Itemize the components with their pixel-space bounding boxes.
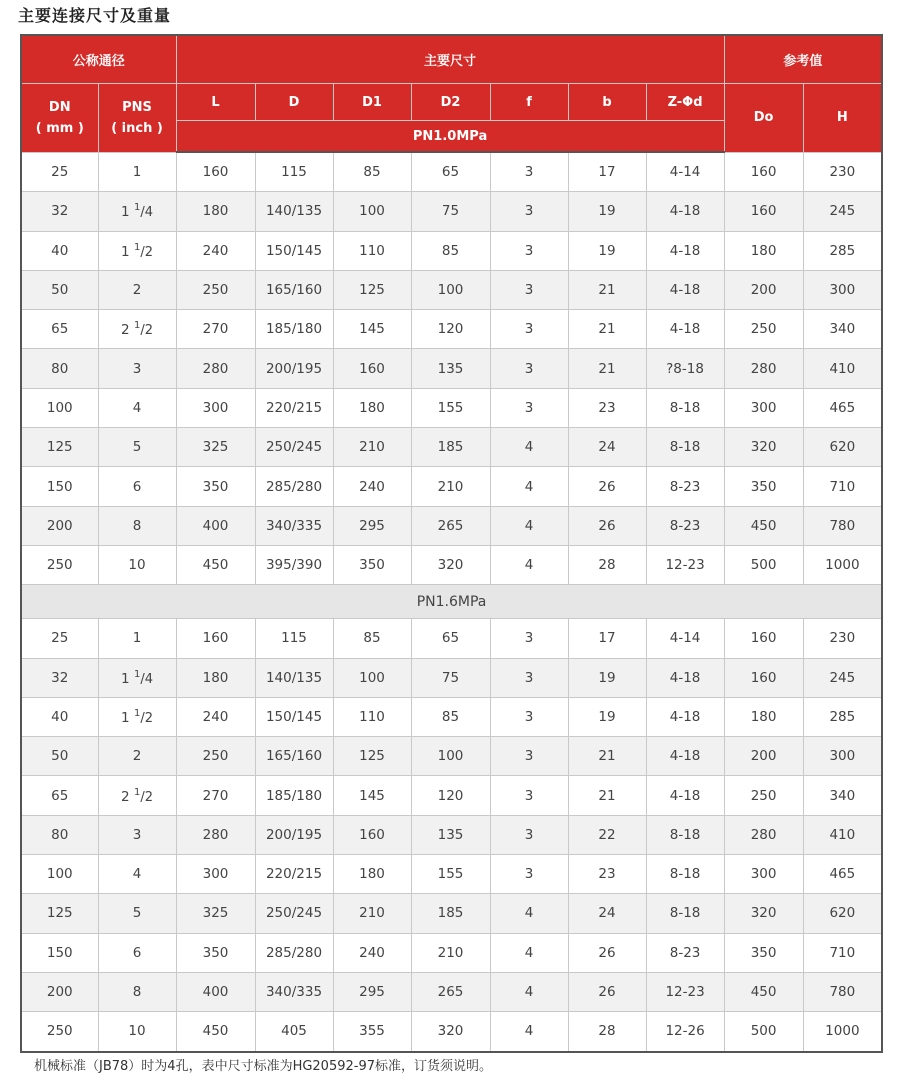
table-cell: 710 [803,467,882,506]
table-cell [98,776,176,815]
table-cell: 2 [98,737,176,776]
table-cell: 85 [333,152,411,192]
table-cell: 3 [98,349,176,388]
header-col-do: Do [724,84,803,153]
table-cell: 150 [21,467,98,506]
table-cell: 4 [490,1012,568,1052]
table-cell: 165/160 [255,270,333,309]
table-cell: 155 [411,855,490,894]
table-row [21,972,882,1011]
table-cell: 210 [333,894,411,933]
table-cell: 21 [568,310,646,349]
table-cell: 4 [490,894,568,933]
table-cell: 3 [490,192,568,231]
table-cell: 450 [724,506,803,545]
table-cell: 405 [255,1012,333,1052]
table-cell: 160 [724,152,803,192]
table-cell: 250 [724,310,803,349]
table-cell: 185/180 [255,310,333,349]
table-cell: 245 [803,658,882,697]
table-cell: 400 [176,506,255,545]
table-cell: 400 [176,972,255,1011]
table-cell: ?8-18 [646,349,724,388]
table-cell: 160 [333,349,411,388]
table-cell: 280 [176,815,255,854]
table-cell: 8-18 [646,428,724,467]
header-dn-label: DN [48,99,71,115]
table-cell: 100 [333,658,411,697]
table-cell: 26 [568,972,646,1011]
table-cell: 125 [21,894,98,933]
table-cell: 8-23 [646,467,724,506]
table-cell: 180 [333,388,411,427]
table-cell: 185 [411,894,490,933]
table-cell: 120 [411,310,490,349]
table-cell: 12-23 [646,545,724,584]
table-cell: 4 [490,545,568,584]
table-row [21,231,882,270]
table-cell: 210 [333,428,411,467]
table-cell: 350 [176,467,255,506]
table-cell: 350 [176,933,255,972]
table-cell: 1 [98,619,176,658]
table-cell: 80 [21,349,98,388]
table-cell: 4 [490,506,568,545]
table-cell: 160 [724,192,803,231]
header-pns [98,84,176,153]
table-cell: 115 [255,152,333,192]
table-cell: 320 [411,1012,490,1052]
table-cell: 10 [98,545,176,584]
table-cell: 3 [490,855,568,894]
table-cell: 300 [724,855,803,894]
table-cell: 285 [803,697,882,736]
table-cell: 300 [803,270,882,309]
table-cell: 165/160 [255,737,333,776]
table-cell: 25 [21,152,98,192]
table-cell [98,658,176,697]
table-cell: 295 [333,506,411,545]
table-row [21,192,882,231]
table-cell: 250 [21,1012,98,1052]
table-cell: 285/280 [255,933,333,972]
table-cell: 3 [490,349,568,388]
table-cell: 340 [803,310,882,349]
table-cell: 21 [568,737,646,776]
table-cell: 100 [21,855,98,894]
table-cell: 410 [803,349,882,388]
table-cell: 2 [98,270,176,309]
table-cell: 8-18 [646,815,724,854]
table-cell: 240 [333,467,411,506]
table-cell: 19 [568,192,646,231]
table-row [21,310,882,349]
header-group-main: 主要尺寸 [176,35,724,84]
table-cell: 350 [724,467,803,506]
table-cell: 50 [21,270,98,309]
table-cell: 6 [98,933,176,972]
table-row [21,152,882,192]
table-cell: 1000 [803,1012,882,1052]
table-row [21,467,882,506]
table-cell: 19 [568,658,646,697]
table-cell: 450 [724,972,803,1011]
table-row [21,428,882,467]
table-cell: 240 [176,697,255,736]
table-cell: 200 [21,506,98,545]
table-row [21,697,882,736]
table-cell: 160 [176,152,255,192]
table-cell: 4 [490,467,568,506]
header-dn [21,84,98,153]
table-cell: 8-23 [646,506,724,545]
table-cell: 325 [176,428,255,467]
table-row [21,1012,882,1052]
table-cell: 125 [333,737,411,776]
table-cell: 125 [333,270,411,309]
table-cell: 145 [333,776,411,815]
table-cell: 65 [411,152,490,192]
table-cell: 140/135 [255,658,333,697]
table-cell: 4-18 [646,737,724,776]
table-cell: 100 [411,737,490,776]
table-cell: 3 [490,388,568,427]
table-cell: 160 [724,619,803,658]
table-row [21,894,882,933]
spec-table [20,34,883,1053]
table-cell: 300 [176,388,255,427]
header-col-h: H [803,84,882,153]
header-pns-label: PNS [122,99,152,115]
table-cell: 270 [176,776,255,815]
table-cell: 4 [490,972,568,1011]
table-cell: 210 [411,933,490,972]
table-cell: 24 [568,894,646,933]
table-cell: 115 [255,619,333,658]
table-cell: 4 [98,855,176,894]
table-cell: 200 [724,270,803,309]
fraction-value: 1 $^1$/2 [121,241,153,260]
table-cell: 19 [568,231,646,270]
table-cell: 3 [490,152,568,192]
table-cell: 4-18 [646,776,724,815]
table-cell: 180 [176,658,255,697]
table-cell: 100 [333,192,411,231]
table-cell: 3 [490,231,568,270]
table-cell: 240 [176,231,255,270]
table-cell: 280 [176,349,255,388]
table-cell: 250/245 [255,894,333,933]
table-cell: 3 [490,776,568,815]
table-cell: 26 [568,467,646,506]
fraction-value: 1 $^1$/2 [121,708,153,726]
section-divider [21,585,882,619]
table-cell: 100 [21,388,98,427]
table-cell: 350 [333,545,411,584]
table-row [21,545,882,584]
fraction-value: 2 $^1$/2 [121,320,153,339]
table-cell: 40 [21,231,98,270]
table-cell: 65 [411,619,490,658]
table-cell: 340/335 [255,972,333,1011]
table-cell: 8-18 [646,388,724,427]
table-body-pn10 [21,152,882,585]
header-col-d2: D2 [411,84,490,121]
table-cell: 85 [333,619,411,658]
table-cell: 280 [724,349,803,388]
table-cell: 160 [333,815,411,854]
section-row-pn16 [21,585,882,619]
table-cell: 620 [803,894,882,933]
table-cell: 4-18 [646,658,724,697]
table-cell: 200 [724,737,803,776]
table-cell: 350 [724,933,803,972]
table-cell: 28 [568,1012,646,1052]
table-row [21,776,882,815]
table-cell: 120 [411,776,490,815]
table-cell: 150/145 [255,697,333,736]
table-cell: 1000 [803,545,882,584]
table-cell: 270 [176,310,255,349]
table-cell: 710 [803,933,882,972]
table-cell: 250/245 [255,428,333,467]
table-cell: 100 [411,270,490,309]
table-cell: 85 [411,697,490,736]
table-row [21,270,882,309]
header-group-nominal: 公称通径 [21,35,176,84]
table-cell: 1 [98,152,176,192]
table-cell: 500 [724,545,803,584]
table-cell: 22 [568,815,646,854]
header-col-b: b [568,84,646,121]
table-cell: 4 [490,428,568,467]
table-cell: 620 [803,428,882,467]
table-cell: 26 [568,506,646,545]
header-group-ref: 参考值 [724,35,882,84]
table-cell: 17 [568,152,646,192]
table-cell: 12-26 [646,1012,724,1052]
table-cell: 135 [411,815,490,854]
table-cell: 450 [176,1012,255,1052]
table-cell: 110 [333,231,411,270]
table-cell: 220/215 [255,388,333,427]
table-cell: 28 [568,545,646,584]
table-cell: 4-18 [646,192,724,231]
table-cell: 4-14 [646,152,724,192]
footnote: 机械标准（JB78）时为4孔，表中尺寸标准为HG20592-97标准，订货须说明。 [34,1059,493,1074]
table-cell: 4-18 [646,697,724,736]
table-cell: 160 [176,619,255,658]
table-row [21,658,882,697]
table-cell: 410 [803,815,882,854]
table-cell: 250 [21,545,98,584]
table-cell: 5 [98,428,176,467]
table-cell: 21 [568,349,646,388]
table-row [21,619,882,658]
table-row [21,349,882,388]
table-cell: 155 [411,388,490,427]
table-cell: 180 [333,855,411,894]
fraction-value: 2 $^1$/2 [121,786,153,805]
table-cell: 25 [21,619,98,658]
table-cell: 65 [21,310,98,349]
table-cell: 320 [724,894,803,933]
table-cell: 4 [490,933,568,972]
table-cell: 8 [98,506,176,545]
table-body-pn16 [21,619,882,1052]
table-cell: 150/145 [255,231,333,270]
table-cell: 3 [490,270,568,309]
table-cell: 300 [176,855,255,894]
table-cell: 465 [803,388,882,427]
table-cell: 4 [98,388,176,427]
table-cell: 180 [724,231,803,270]
table-cell: 145 [333,310,411,349]
table-cell: 10 [98,1012,176,1052]
header-col-f: f [490,84,568,121]
table-cell: 185/180 [255,776,333,815]
table-cell: 12-23 [646,972,724,1011]
table-cell: 3 [490,310,568,349]
table-cell: 150 [21,933,98,972]
header-col-d1: D1 [333,84,411,121]
table-cell: 240 [333,933,411,972]
table-cell: 230 [803,619,882,658]
table-cell: 8-23 [646,933,724,972]
page-title: 主要连接尺寸及重量 [18,6,172,25]
table-row [21,815,882,854]
table-cell: 40 [21,697,98,736]
table-cell: 3 [490,658,568,697]
table-cell: 200/195 [255,349,333,388]
table-cell [98,310,176,349]
table-cell: 75 [411,658,490,697]
table-cell: 780 [803,972,882,1011]
table-cell: 185 [411,428,490,467]
table-row [21,855,882,894]
table-cell: 300 [803,737,882,776]
table-cell: 320 [724,428,803,467]
table-cell: 465 [803,855,882,894]
table-cell: 160 [724,658,803,697]
table-cell: 19 [568,697,646,736]
table-cell: 325 [176,894,255,933]
table-cell: 75 [411,192,490,231]
table-cell: 180 [176,192,255,231]
table-row [21,737,882,776]
table-cell [98,231,176,270]
table-cell: 24 [568,428,646,467]
table-cell: 5 [98,894,176,933]
table-cell: 355 [333,1012,411,1052]
table-cell: 17 [568,619,646,658]
table-cell: 125 [21,428,98,467]
table-cell: 80 [21,815,98,854]
table-cell: 340 [803,776,882,815]
table-cell [98,192,176,231]
table-cell: 210 [411,467,490,506]
table-cell: 265 [411,506,490,545]
header-col-d: D [255,84,333,121]
table-cell: 230 [803,152,882,192]
table-cell: 8-18 [646,894,724,933]
table-cell: 140/135 [255,192,333,231]
table-cell: 23 [568,855,646,894]
table-cell: 200 [21,972,98,1011]
table-cell: 4-18 [646,270,724,309]
header-col-l: L [176,84,255,121]
table-cell: 3 [490,697,568,736]
table-row [21,506,882,545]
table-cell: 32 [21,192,98,231]
table-cell: 500 [724,1012,803,1052]
table-cell: 250 [176,270,255,309]
table-cell: 4-18 [646,310,724,349]
table-cell: 32 [21,658,98,697]
table-row [21,388,882,427]
table-cell: 50 [21,737,98,776]
table-cell: 285 [803,231,882,270]
header-col-z-phid: Z-Φd [646,84,724,121]
table-cell: 220/215 [255,855,333,894]
table-cell: 250 [176,737,255,776]
table-cell: 3 [98,815,176,854]
table-cell: 8-18 [646,855,724,894]
table-cell: 4-14 [646,619,724,658]
table-cell: 395/390 [255,545,333,584]
table-row [21,933,882,972]
header-pressure-pn10: PN1.0MPa [176,121,724,153]
table-cell: 245 [803,192,882,231]
table-cell: 320 [411,545,490,584]
table-cell: 3 [490,619,568,658]
fraction-value: 1 $^1$/4 [121,202,153,221]
table-cell: 110 [333,697,411,736]
fraction-value: 1 $^1$/4 [121,668,153,687]
table-cell: 21 [568,776,646,815]
table-cell: 265 [411,972,490,1011]
table-cell: 6 [98,467,176,506]
header-dn-unit: ( mm ) [35,120,84,136]
table-cell: 4-18 [646,231,724,270]
table-cell: 295 [333,972,411,1011]
table-cell: 21 [568,270,646,309]
table-cell: 285/280 [255,467,333,506]
table-cell: 200/195 [255,815,333,854]
table-cell: 135 [411,349,490,388]
table-cell: 85 [411,231,490,270]
table-cell: 450 [176,545,255,584]
table-cell: 8 [98,972,176,1011]
table-cell: 23 [568,388,646,427]
table-cell: 3 [490,815,568,854]
table-cell [98,697,176,736]
table-cell: 250 [724,776,803,815]
table-cell: 3 [490,737,568,776]
table-cell: 65 [21,776,98,815]
table-cell: 300 [724,388,803,427]
table-cell: 340/335 [255,506,333,545]
table-cell: 180 [724,697,803,736]
table-cell: 780 [803,506,882,545]
table-cell: 26 [568,933,646,972]
table-cell: 280 [724,815,803,854]
section-label-pn16: PN1.6MPa [21,585,882,619]
header-pns-unit: ( inch ) [111,120,163,136]
